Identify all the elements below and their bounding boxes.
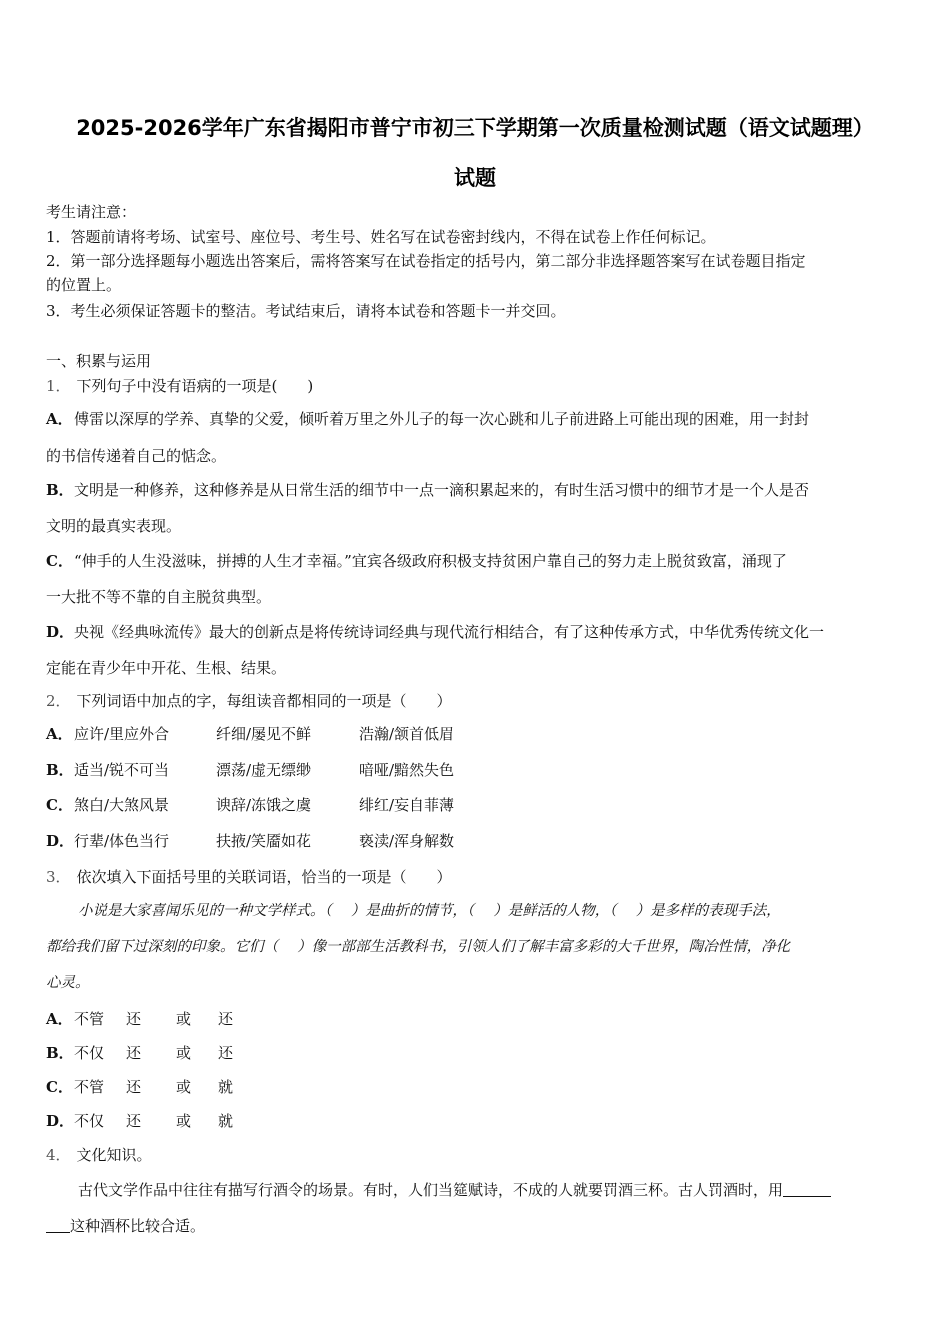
conjunction: 不管 (74, 1078, 105, 1096)
conjunction: 还 (126, 1044, 142, 1062)
option-continuation: 的书信传递着自己的惦念。 (46, 447, 227, 465)
notice-item: 1．答题前请将考场、试室号、座位号、考生号、姓名写在试卷密封线内，不得在试卷上作任何标记。 (46, 228, 716, 246)
conjunction: 就 (218, 1078, 234, 1096)
conjunction: 不仅 (74, 1044, 105, 1062)
question-text: 这种酒杯比较合适。 (70, 1217, 206, 1235)
option-label: C． (46, 552, 73, 570)
word-pair: 应许/里应外合 (74, 725, 170, 743)
conjunction: 或 (176, 1078, 192, 1096)
option-a (46, 724, 454, 744)
word-pair: 行辈/体色当行 (74, 832, 170, 850)
option-d (46, 1111, 233, 1131)
notice-item: 2．第一部分选择题每小题选出答案后，需将答案写在试卷指定的括号内，第二部分非选择题答案写在试卷题目指定 (46, 252, 806, 270)
question-3 (46, 867, 452, 887)
word-pair: 纤细/屡见不鲜 (216, 725, 312, 743)
option-continuation: 文明的最真实表现。 (46, 517, 182, 535)
question-number: 2． (46, 692, 71, 710)
option-label: B． (46, 761, 74, 779)
option-text: 央视《经典咏流传》最大的创新点是将传统诗词经典与现代流行相结合，有了这种传承方式，中华优秀传统文化一 (74, 623, 825, 641)
answer-blank-continued[interactable] (46, 1217, 70, 1233)
conjunction: 或 (176, 1010, 192, 1028)
question-stem: 下列句子中没有语病的一项是( ) (76, 377, 314, 395)
option-label: B． (46, 481, 74, 499)
option-label: A． (46, 410, 73, 428)
option-c (46, 1077, 233, 1097)
option-label: A． (46, 725, 73, 743)
question-stem: 依次填入下面括号里的关联词语，恰当的一项是（ ） (76, 868, 452, 886)
option-c (46, 551, 787, 571)
word-pair: 喑哑/黯然失色 (359, 761, 455, 779)
notice-item: 3．考生必须保证答题卡的整洁。考试结束后，请将本试卷和答题卡一并交回。 (46, 302, 566, 320)
conjunction: 不仅 (74, 1112, 105, 1130)
exam-title: 2025-2026学年广东省揭阳市普宁市初三下学期第一次质量检测试题（语文试题理） (76, 116, 874, 140)
conjunction: 还 (126, 1078, 142, 1096)
answer-blank[interactable] (783, 1181, 831, 1197)
passage-line: 心灵。 (46, 975, 90, 991)
section-heading: 一、积累与运用 (46, 352, 152, 370)
word-pair: 扶掖/笑靥如花 (216, 832, 312, 850)
question-number: 3． (46, 868, 71, 886)
question-4-text-continued (46, 1216, 205, 1236)
word-pair: 浩瀚/颔首低眉 (359, 725, 455, 743)
question-number: 1． (46, 377, 71, 395)
option-label: C． (46, 1078, 73, 1096)
option-label: D． (46, 832, 75, 850)
conjunction: 还 (126, 1112, 142, 1130)
word-pair: 绯红/妄自菲薄 (359, 796, 455, 814)
option-text: “伸手的人生没滋味，拼搏的人生才幸福。”宜宾各级政府积极支持贫困户靠自己的努力走上脱贫致富，涌现了 (74, 552, 787, 570)
option-label: D． (46, 623, 75, 641)
conjunction: 或 (176, 1112, 192, 1130)
question-text: 古代文学作品中往往有描写行酒令的场景。有时，人们当筵赋诗，不成的人就要罚酒三杯。古人罚酒时，用 (78, 1181, 784, 1199)
option-text: 傅雷以深厚的学养、真挚的父爱，倾听着万里之外儿子的每一次心跳和儿子前进路上可能出现的困难，用一封封 (74, 410, 810, 428)
conjunction: 或 (176, 1044, 192, 1062)
word-pair: 适当/锐不可当 (74, 761, 170, 779)
conjunction: 还 (218, 1044, 234, 1062)
conjunction: 还 (218, 1010, 234, 1028)
option-b (46, 480, 809, 500)
passage-line: 都给我们留下过深刻的印象。它们（ ）像一部部生活教科书，引领人们了解丰富多彩的大千世界，陶冶性情，净化 (46, 939, 791, 955)
conjunction: 不管 (74, 1010, 105, 1028)
conjunction: 就 (218, 1112, 234, 1130)
option-label: A． (46, 1010, 73, 1028)
option-label: C． (46, 796, 73, 814)
word-pair: 谀辞/冻饿之虞 (216, 796, 312, 814)
notice-heading: 考生请注意： (46, 203, 137, 221)
option-continuation: 一大批不等不靠的自主脱贫典型。 (46, 588, 272, 606)
notice-item: 的位置上。 (46, 276, 122, 294)
option-d (46, 622, 824, 642)
option-continuation: 定能在青少年中开花、生根、结果。 (46, 659, 287, 677)
option-b (46, 760, 454, 780)
exam-title-continued: 试题 (454, 166, 496, 190)
question-stem: 文化知识。 (76, 1146, 152, 1164)
word-pair: 煞白/大煞风景 (74, 796, 170, 814)
option-a (46, 1009, 233, 1029)
question-4-text (78, 1180, 831, 1200)
option-b (46, 1043, 233, 1063)
option-a (46, 409, 809, 429)
conjunction: 还 (126, 1010, 142, 1028)
option-label: D． (46, 1112, 75, 1130)
question-4 (46, 1145, 152, 1165)
option-d (46, 831, 454, 851)
option-c (46, 795, 454, 815)
word-pair: 亵渎/浑身解数 (359, 832, 455, 850)
question-2 (46, 691, 452, 711)
passage-line: 小说是大家喜闻乐见的一种文学样式。（ ）是曲折的情节，（ ）是鲜活的人物，（ ）是多样的表现手法， (78, 903, 781, 919)
question-number: 4． (46, 1146, 71, 1164)
question-stem: 下列词语中加点的字，每组读音都相同的一项是（ ） (76, 692, 452, 710)
question-1 (46, 376, 313, 396)
option-label: B． (46, 1044, 74, 1062)
word-pair: 漂荡/虚无缥缈 (216, 761, 312, 779)
option-text: 文明是一种修养，这种修养是从日常生活的细节中一点一滴积累起来的，有时生活习惯中的细节才是一个人是否 (74, 481, 810, 499)
